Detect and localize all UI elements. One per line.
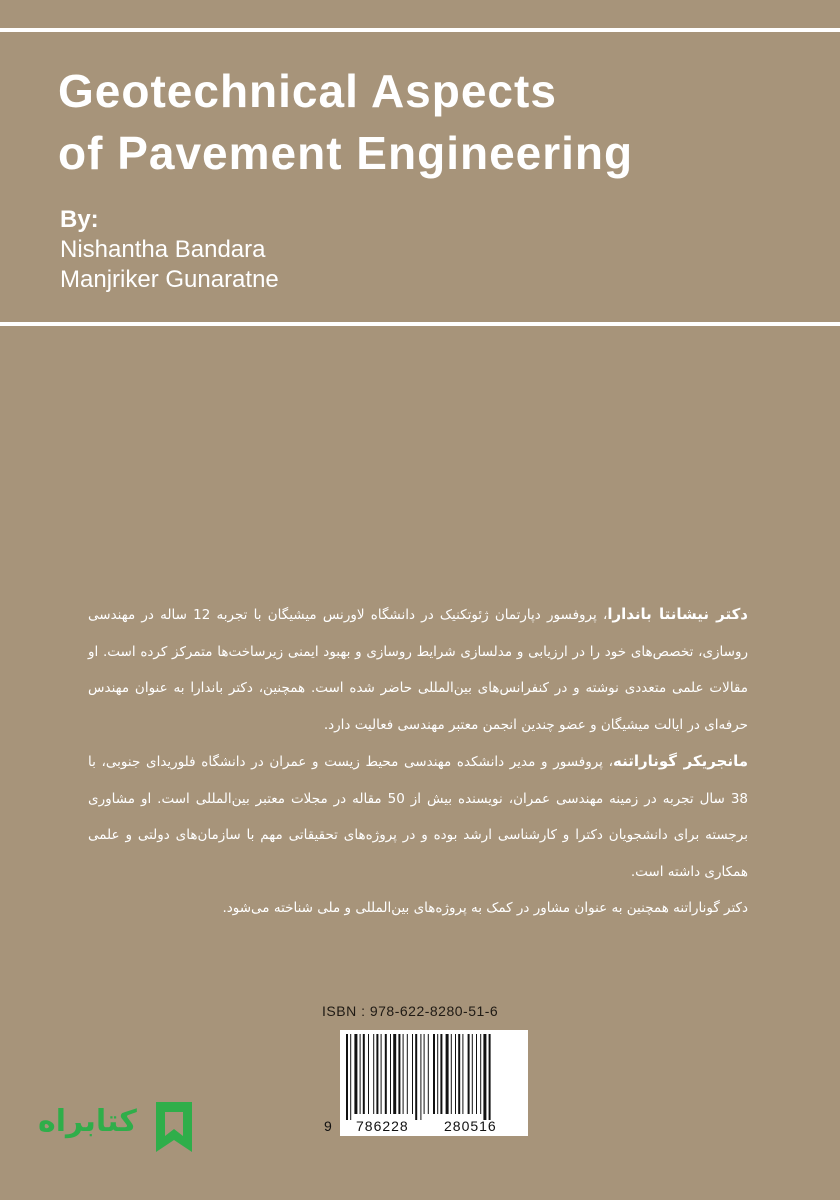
bookmark-icon bbox=[150, 1098, 198, 1156]
publisher-logo-text: کتابراه bbox=[38, 1104, 137, 1139]
barcode-bars bbox=[340, 1030, 528, 1122]
author-name: Manjriker Gunaratne bbox=[60, 266, 279, 293]
barcode-first-digit: 9 bbox=[324, 1118, 333, 1134]
title-line-1: Geotechnical Aspects bbox=[58, 65, 557, 117]
bio-paragraph-1 bbox=[88, 596, 748, 743]
title-line-2: of Pavement Engineering bbox=[58, 127, 634, 179]
barcode-right-digits: 280516 bbox=[444, 1118, 497, 1134]
author-biographies bbox=[88, 596, 748, 927]
isbn-label: ISBN : 978-622-8280-51-6 bbox=[322, 1003, 499, 1019]
bottom-divider bbox=[0, 322, 840, 326]
bio-text: ، پروفسور دپارتمان ژئوتکنیک در دانشگاه لاورنس میشیگان با تجربه 12 ساله در مهندسی روسازی، تخصص‌های خود را در ارزیابی و مدلسازی شرایط روسازی و بهبود ایمنی زیرساخت‌ها متمرکز کرده است. او مقالات علمی متعددی نوشته و در کنفرانس‌های بین‌المللی حاضر شده است. همچنین، دکتر باندارا به عنوان مهندس حرفه‌ای در ایالت میشیگان و عضو چندین انجمن معتبر مهندسی فعالیت دارد. bbox=[88, 607, 748, 733]
book-title bbox=[58, 60, 818, 184]
bio-paragraph-3: دکتر گوناراتنه همچنین به عنوان مشاور در کمک به پروژه‌های بین‌المللی و ملی شناخته می‌شود. bbox=[222, 900, 748, 916]
author-name: Nishantha Bandara bbox=[60, 236, 266, 263]
barcode bbox=[324, 1030, 528, 1136]
bio-author-name: دکتر نیشانتا باندارا bbox=[607, 605, 749, 623]
bio-author-name: مانجریکر گوناراتنه bbox=[612, 752, 748, 770]
bio-text: ، پروفسور و مدیر دانشکده مهندسی محیط زیست و عمران در دانشگاه فلوریدای جنوبی، با 38 سال تجربه در زمینه مهندسی عمران، نویسنده بیش از 50 مقاله در مجلات معتبر بین‌المللی است. او مشاوری برجسته برای دانشجویان دکترا و کارشناسی ارشد بوده و در پروژه‌های تحقیقاتی مهم با سازمان‌های دولتی و علمی همکاری داشته است. bbox=[88, 754, 748, 880]
by-label: By: bbox=[60, 206, 99, 233]
bio-paragraph-2 bbox=[88, 743, 748, 890]
top-divider bbox=[0, 28, 840, 32]
publisher-logo bbox=[38, 1098, 198, 1158]
barcode-left-digits: 786228 bbox=[356, 1118, 409, 1134]
